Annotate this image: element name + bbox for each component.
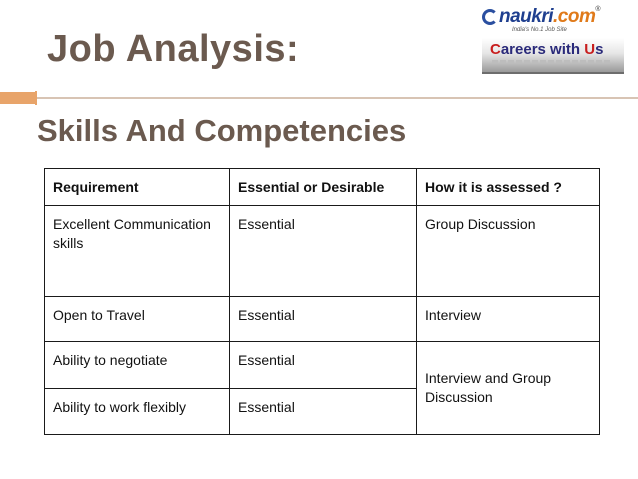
slide-title: Job Analysis: [47, 28, 300, 70]
assessment-cell: Group Discussion [417, 206, 600, 297]
assessment-cell-merged: Interview and Group Discussion [417, 342, 600, 435]
banner-end: s [595, 41, 604, 58]
careers-banner [482, 38, 624, 74]
logo-tagline: India's No.1 Job Site [512, 27, 567, 33]
table-row [45, 297, 600, 342]
banner-decoration [492, 60, 612, 63]
slide-subtitle: Skills And Competencies [37, 113, 407, 148]
skills-table [44, 168, 600, 435]
priority-cell: Essential [230, 297, 417, 342]
logo-brand-suffix: .com [553, 6, 596, 27]
logo-brand-row [482, 6, 601, 26]
logo-brand [499, 6, 595, 28]
naukri-logo [478, 4, 628, 78]
divider-tick [35, 91, 37, 105]
priority-cell: Essential [230, 342, 417, 389]
logo-brand-name: naukri [499, 6, 554, 27]
header-essential-or-desirable: Essential or Desirable [230, 169, 417, 206]
requirement-cell: Ability to negotiate [45, 342, 230, 389]
header-requirement: Requirement [45, 169, 230, 206]
banner-cap-c: C [490, 41, 501, 58]
careers-banner-text [490, 41, 603, 58]
banner-cap-u: U [584, 41, 596, 58]
table-row [45, 206, 600, 297]
assessment-cell: Interview [417, 297, 600, 342]
header-how-assessed: How it is assessed ? [417, 169, 600, 206]
requirement-cell: Excellent Communication skills [45, 206, 230, 297]
priority-cell: Essential [230, 389, 417, 435]
logo-registered-mark: ® [595, 6, 601, 13]
accent-block [0, 92, 35, 104]
table-row [45, 342, 600, 389]
title-divider [35, 97, 638, 99]
banner-mid: areers with [500, 41, 585, 58]
priority-cell: Essential [230, 206, 417, 297]
requirement-cell: Ability to work flexibly [45, 389, 230, 435]
table-header-row [45, 169, 600, 206]
requirement-cell: Open to Travel [45, 297, 230, 342]
naukri-swoosh-icon [482, 9, 498, 25]
